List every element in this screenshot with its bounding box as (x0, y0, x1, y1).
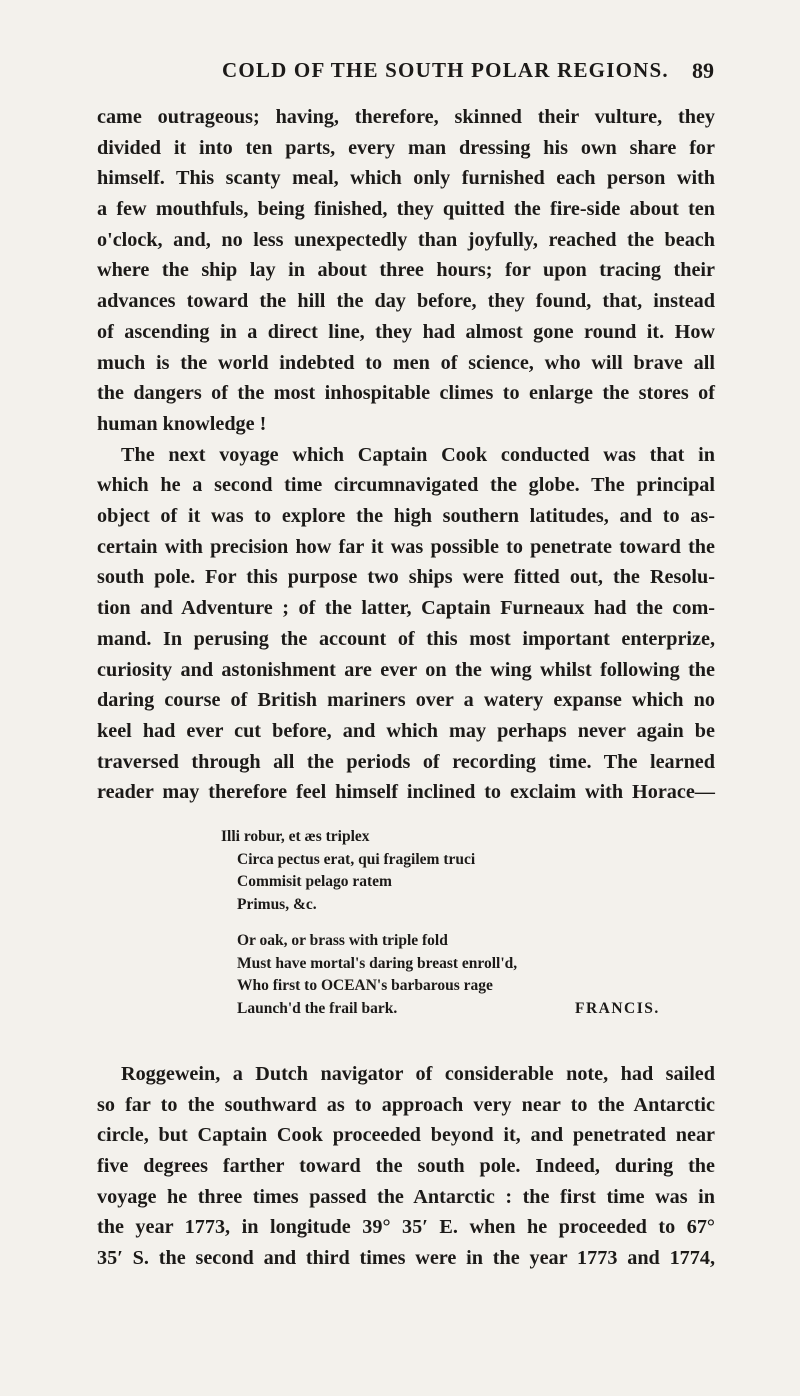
latin-verse-line: Illi robur, et æs triplex (221, 828, 370, 845)
text-line: much is the world indebted to men of science, who will brave all (97, 351, 715, 374)
text-line: circle, but Captain Cook proceeded beyond it, and penetrated near (97, 1124, 715, 1147)
text-line: himself. This scanty meal, which only furnished each person with (97, 167, 715, 190)
text-line: The next voyage which Captain Cook conducted was that in (121, 443, 715, 466)
text-line: 35′ S. the second and third times were in the year 1773 and 1774, (97, 1247, 715, 1270)
english-verse-line: Or oak, or brass with triple fold (237, 932, 448, 949)
paragraph-3 (97, 1059, 715, 1274)
text-line: the dangers of the most inhospitable climes to enlarge the stores of (97, 382, 715, 405)
text-line: mand. In perusing the account of this most important enterprize, (97, 627, 715, 650)
paragraph-2 (97, 440, 715, 808)
text-line: divided it into ten parts, every man dressing his own share for (97, 136, 715, 159)
text-line: came outrageous; having, therefore, skinned their vulture, they (97, 106, 715, 128)
text-line: the year 1773, in longitude 39° 35′ E. when he proceeded to 67° (97, 1216, 715, 1239)
text-line: which he a second time circumnavigated the globe. The principal (97, 474, 715, 497)
text-line: tion and Adventure ; of the latter, Captain Furneaux had the com- (97, 597, 715, 620)
text-line: curiosity and astonishment are ever on the wing whilst following the (97, 658, 715, 681)
text-line: reader may therefore feel himself inclined to exclaim with Horace— (97, 781, 715, 804)
english-verse-line: Must have mortal's daring breast enroll'd, (237, 954, 518, 972)
english-verse-last-line (219, 998, 660, 1021)
text-line: south pole. For this purpose two ships were fitted out, the Resolu- (97, 566, 715, 589)
text-line: o'clock, and, no less unexpectedly than joyfully, reached the beach (97, 228, 715, 251)
running-title: COLD OF THE SOUTH POLAR REGIONS. (222, 58, 669, 82)
english-verse-line: Launch'd the frail bark. (237, 999, 398, 1017)
text-line: human knowledge ! (97, 412, 267, 435)
text-line: five degrees farther toward the south pole. Indeed, during the (97, 1155, 715, 1178)
paragraph-1 (97, 102, 715, 440)
latin-verse-line: Commisit pelago ratem (237, 873, 392, 890)
english-verse-line: Who first to OCEAN's barbarous rage (237, 977, 493, 994)
text-line: object of it was to explore the high southern latitudes, and to as- (97, 505, 715, 528)
text-line: voyage he three times passed the Antarctic : the first time was in (97, 1185, 715, 1208)
text-line: advances toward the hill the day before, they found, that, instead (97, 290, 715, 313)
horace-quote (219, 826, 660, 1020)
text-line: of ascending in a direct line, they had almost gone round it. How (97, 320, 715, 343)
latin-verse-line: Circa pectus erat, qui fragilem truci (237, 850, 476, 868)
running-head (0, 58, 800, 88)
text-line: certain with precision how far it was possible to penetrate toward the (97, 535, 715, 558)
page-number: 89 (692, 58, 714, 83)
text-line: where the ship lay in about three hours; for upon tracing their (97, 259, 715, 282)
text-line: daring course of British mariners over a watery expanse which no (97, 689, 715, 712)
text-line: Roggewein, a Dutch navigator of considerable note, had sailed (121, 1063, 715, 1085)
quote-attribution: FRANCIS. (575, 999, 660, 1017)
text-line: traversed through all the periods of recording time. The learned (97, 750, 715, 773)
text-line: so far to the southward as to approach very near to the Antarctic (97, 1093, 715, 1116)
latin-verse-line: Primus, &c. (237, 895, 317, 913)
text-line: keel had ever cut before, and which may perhaps never again be (97, 719, 715, 742)
text-line: a few mouthfuls, being finished, they quitted the fire-side about ten (97, 198, 715, 221)
